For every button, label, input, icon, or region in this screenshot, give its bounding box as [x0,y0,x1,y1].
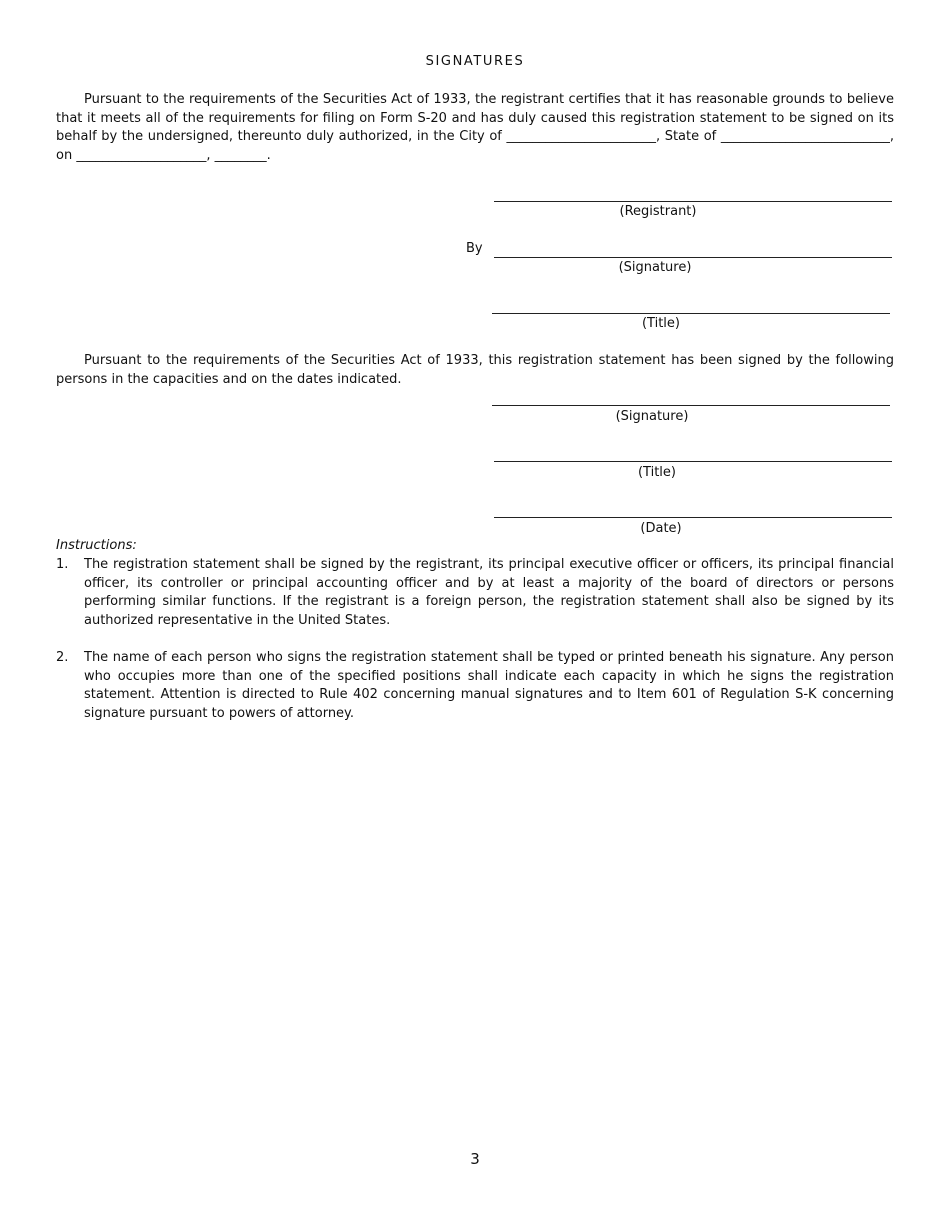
person-title-caption: (Title) [637,465,676,480]
signatories-text: Pursuant to the requirements of the Securities Act of 1933, this registration statement has been signed by the following persons in the capacities and on the dates indicated. [56,353,894,387]
person-title-line [494,461,892,463]
person-signature-caption: (Signature) [615,409,689,424]
instructions-title: Instructions: [56,538,137,553]
by-label: By [466,241,483,256]
registrant-caption: (Registrant) [619,204,697,219]
instruction-text: The name of each person who signs the registration statement shall be typed or printed beneath his signature. Any person who occupies more than one of the specified positions shall indicate each capacity in which he signs the registration statement. Attention is directed to Rule 402 concerning manual signatures and to Item 601 of Regulation S-K concerning signature pursuant to powers of attorney. [84,650,894,721]
page-heading: SIGNATURES [425,54,525,69]
person-date-caption: (Date) [640,521,682,536]
instruction-text: The registration statement shall be signed by the registrant, its principal executive officer or officers, its principal financial officer, its controller or principal accounting officer and by at least a majority of the board of directors or persons performing similar functions. If the registrant is a foreign person, the registration statement shall also be signed by its authorized representative in the United States. [84,557,894,628]
page-number: 3 [470,1150,480,1168]
instruction-number: 1. [56,557,69,572]
person-signature-line [492,405,890,407]
registrant-title-caption: (Title) [641,316,680,331]
instruction-item [56,556,894,630]
certification-paragraph [56,91,894,165]
instruction-item [56,649,894,723]
signatories-paragraph [56,352,894,389]
certification-text: Pursuant to the requirements of the Securities Act of 1933, the registrant certifies that it has reasonable grounds to believe that it meets all of the requirements for filing on Form S-20 and has duly caused this registration statement to be signed on its behalf by the undersigned, thereunto duly authorized, in the City of _______________________, State of __________________________, on ____________________, ________. [56,92,894,163]
instruction-number: 2. [56,650,69,665]
registrant-signature-caption: (Signature) [618,260,692,275]
person-date-line [494,517,892,519]
